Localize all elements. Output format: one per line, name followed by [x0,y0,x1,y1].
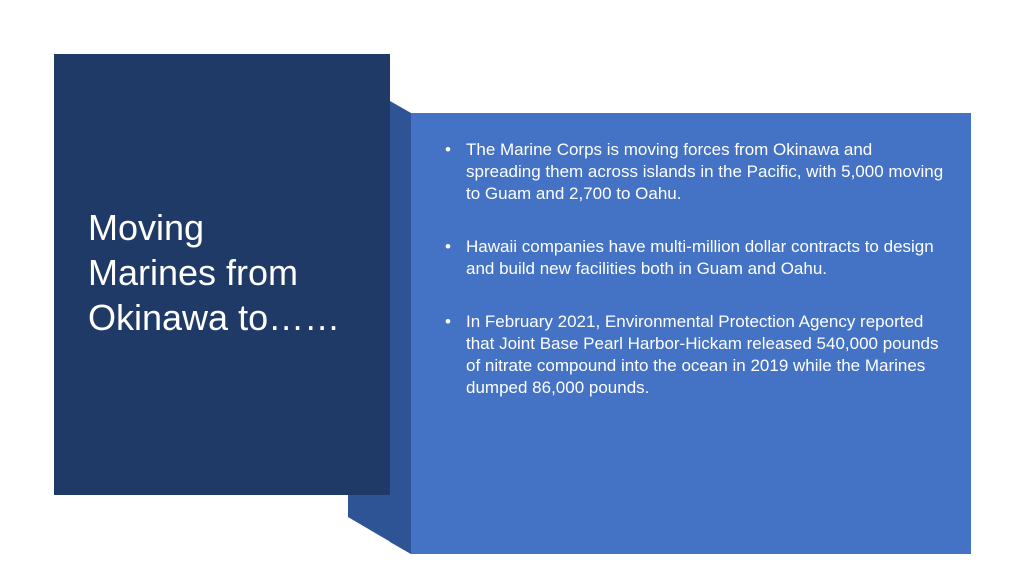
bullet-dot-icon: • [445,140,451,159]
bullet-text: Hawaii companies have multi-million dollar contracts to design and build new facilities both in Guam and Oahu. [466,237,934,278]
bullet-text: The Marine Corps is moving forces from Okinawa and spreading them across islands in the Pacific, with 5,000 moving to Guam and 2,700 to Oahu. [466,140,944,203]
bullet-list [445,139,945,399]
bullet-item [445,236,945,280]
bullet-dot-icon: • [445,237,451,256]
fold-top [390,101,411,554]
slide-title: Moving Marines from Okinawa to…… [88,207,341,338]
bullet-item [445,139,945,205]
bullet-text: In February 2021, Environmental Protection Agency reported that Joint Base Pearl Harbor-Hickam released 540,000 pounds of nitrate compound into the ocean in 2019 while the Marines dumped 86,000 pounds. [466,312,939,397]
bullet-dot-icon: • [445,312,451,331]
bullet-item [445,311,945,399]
